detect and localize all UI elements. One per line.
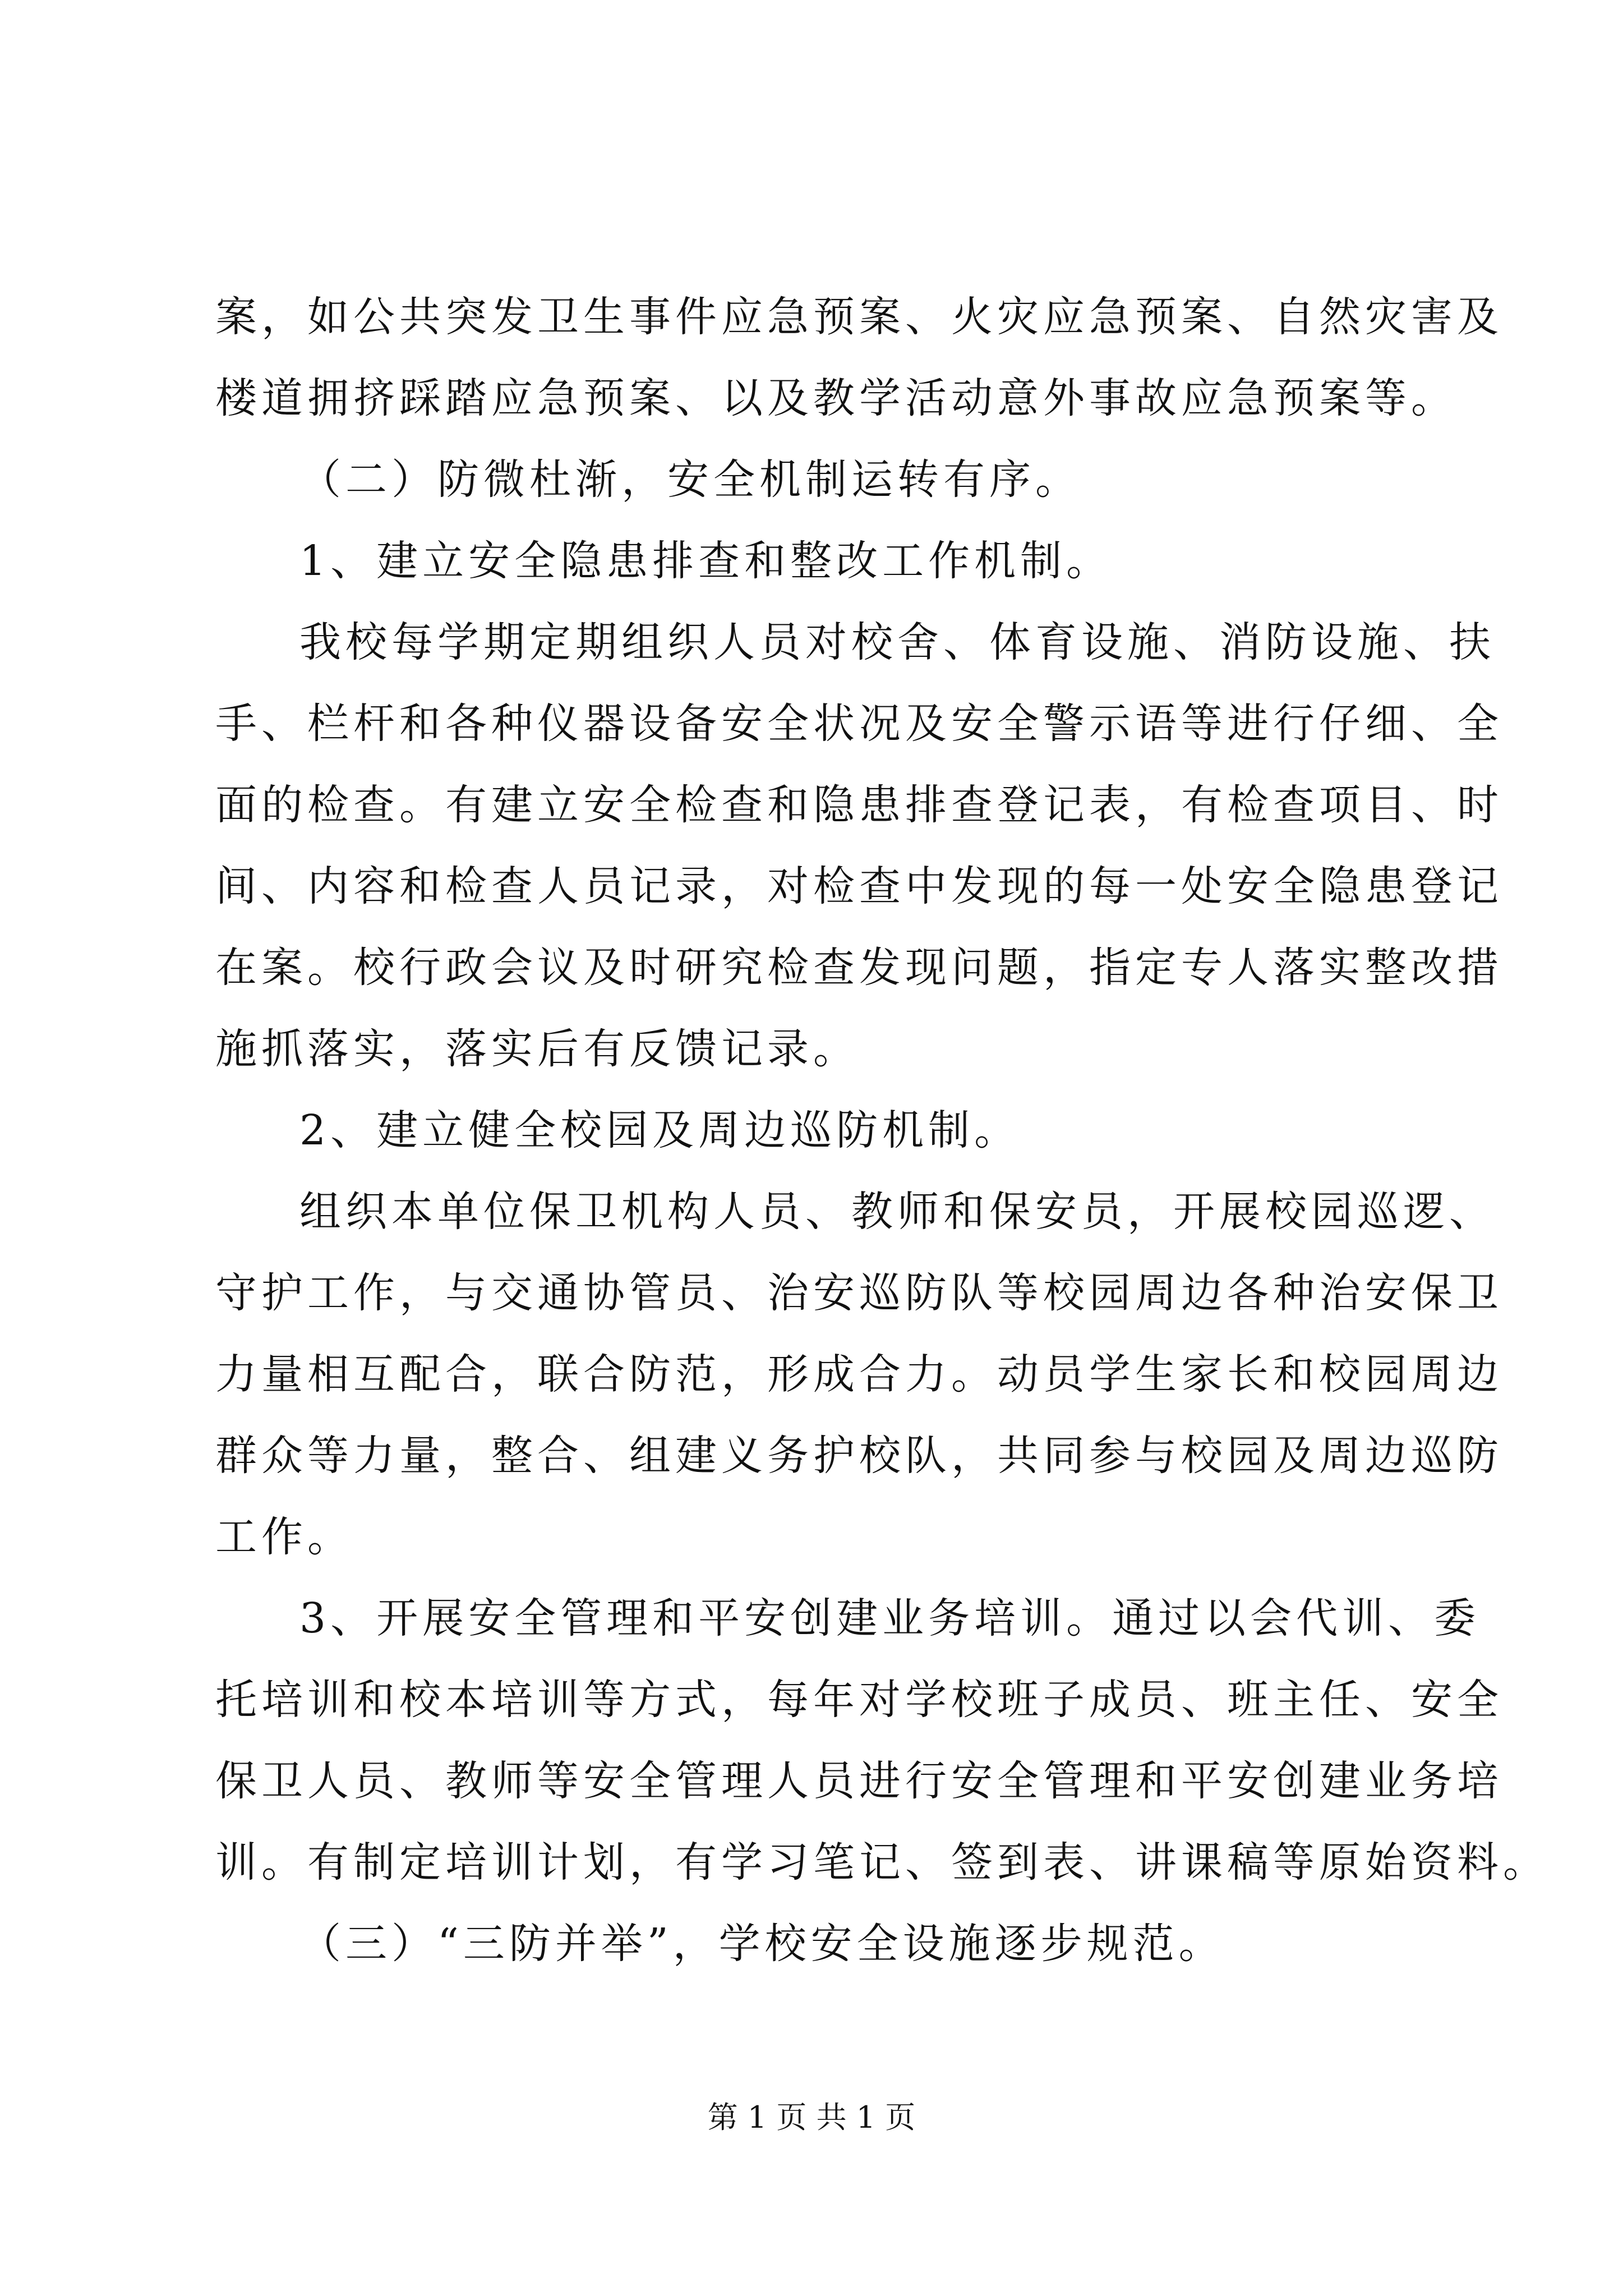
text-line: 托培训和校本培训等方式，每年对学校班子成员、班主任、安全 — [215, 1676, 1503, 1724]
text-line: 手、栏杆和各种仪器设备安全状况及安全警示语等进行仔细、全 — [215, 700, 1503, 748]
subsection-heading: 1、建立安全隐患排查和整改工作机制。 — [299, 537, 1113, 585]
subsection-heading: 3、开展安全管理和平安创建业务培训。通过以会代训、委 — [299, 1594, 1481, 1642]
text-line: 训。有制定培训计划，有学习笔记、签到表、讲课稿等原始资料。 — [215, 1838, 1549, 1887]
text-line: 力量相互配合，联合防范，形成合力。动员学生家长和校园周边 — [215, 1350, 1503, 1398]
text-line: 楼道拥挤踩踏应急预案、以及教学活动意外事故应急预案等。 — [215, 374, 1457, 422]
text-line: 在案。校行政会议及时研究检查发现问题，指定专人落实整改措 — [215, 944, 1503, 992]
section-heading: （二）防微杜渐，安全机制运转有序。 — [299, 455, 1081, 504]
text-line: 案，如公共突发卫生事件应急预案、火灾应急预案、自然灾害及 — [215, 293, 1503, 341]
subsection-heading: 2、建立健全校园及周边巡防机制。 — [299, 1106, 1021, 1154]
text-line: 保卫人员、教师等安全管理人员进行安全管理和平安创建业务培 — [215, 1757, 1503, 1805]
text-line: 守护工作，与交通协管员、治安巡防队等校园周边各种治安保卫 — [215, 1269, 1503, 1317]
text-line: 施抓落实，落实后有反馈记录。 — [215, 1025, 859, 1073]
text-line: 群众等力量，整合、组建义务护校队，共同参与校园及周边巡防 — [215, 1432, 1503, 1480]
text-line: 组织本单位保卫机构人员、教师和保安员，开展校园巡逻、 — [299, 1188, 1495, 1236]
page-footer: 第 1 页 共 1 页 — [707, 2100, 916, 2135]
text-line: 间、内容和检查人员记录，对检查中发现的每一处安全隐患登记 — [215, 862, 1503, 910]
text-line: 我校每学期定期组织人员对校舍、体育设施、消防设施、扶 — [299, 618, 1495, 666]
text-line: 工作。 — [215, 1513, 353, 1561]
section-heading: （三）“三防并举”，学校安全设施逐步规范。 — [299, 1920, 1225, 1968]
text-line: 面的检查。有建立安全检查和隐患排查登记表，有检查项目、时 — [215, 781, 1503, 829]
